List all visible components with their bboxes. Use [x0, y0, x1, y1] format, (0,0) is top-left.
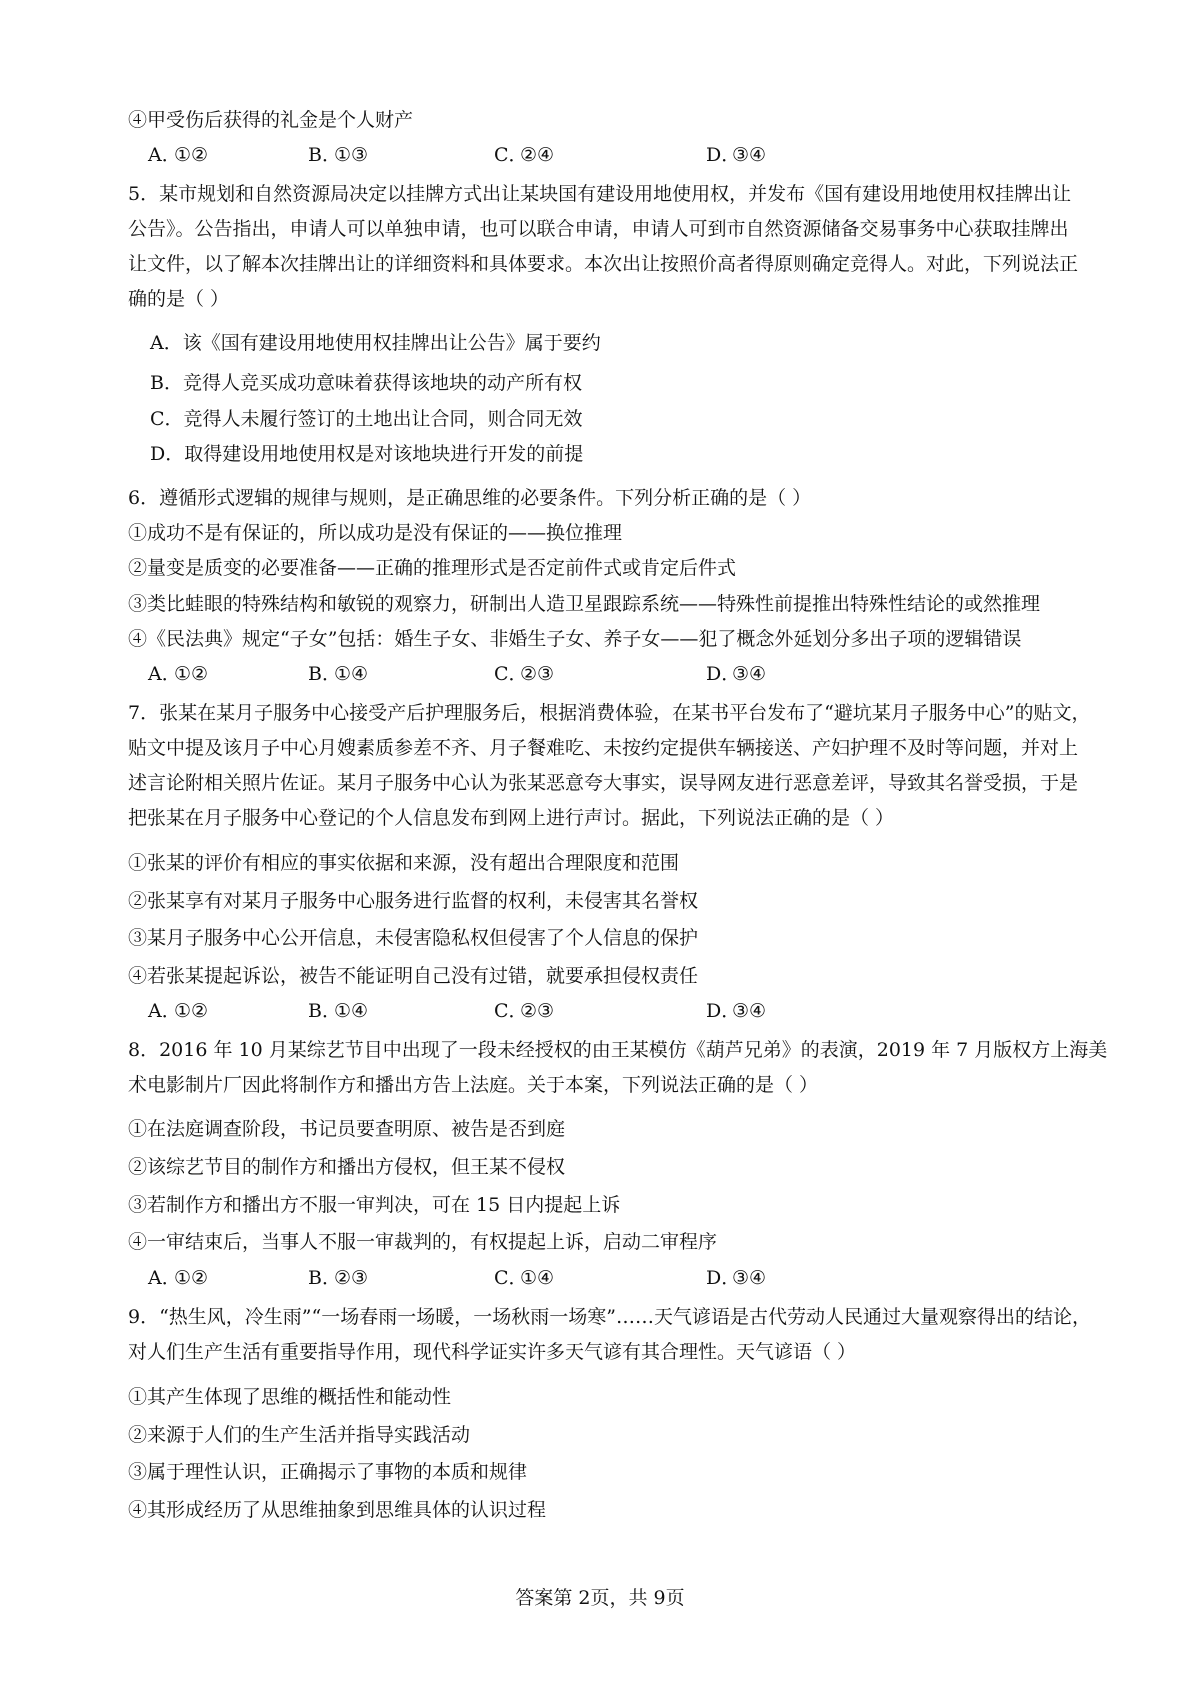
q6-item-2: ②量变是质变的必要准备——正确的推理形式是否定前件式或肯定后件式 [128, 557, 737, 579]
q6-item-3: ③类比蛙眼的特殊结构和敏锐的观察力，研制出人造卫星跟踪系统——特殊性前提推出特殊性结论的或然推理 [128, 593, 1041, 615]
q8-option-d: D．③④ [706, 1267, 767, 1289]
q6-options [148, 661, 848, 687]
q9-stem-line-1: 9．“热生风，冷生雨”“一场春雨一场暖，一场秋雨一场寒”……天气谚语是古代劳动人民通过大量观察得出的结论， [128, 1306, 1091, 1328]
q8-item-3: ③若制作方和播出方不服一审判决，可在 15 日内提起上诉 [128, 1194, 621, 1216]
q8-options [148, 1265, 848, 1291]
q6-option-d: D．③④ [706, 663, 767, 685]
q7-stem-line-1: 7．张某在某月子服务中心接受产后护理服务后，根据消费体验，在某书平台发布了“避坑某月子服务中心”的贴文， [128, 702, 1091, 724]
q8-item-1: ①在法庭调查阶段，书记员要查明原、被告是否到庭 [128, 1118, 566, 1140]
q6-option-a: A．①② [148, 663, 209, 685]
q6-item-1: ①成功不是有保证的，所以成功是没有保证的——换位推理 [128, 522, 623, 544]
q4-option-b: B．①③ [308, 144, 369, 166]
q7-item-4: ④若张某提起诉讼，被告不能证明自己没有过错，就要承担侵权责任 [128, 965, 699, 987]
q8-stem-line-2: 术电影制片厂因此将制作方和播出方告上法庭。关于本案，下列说法正确的是（ ） [128, 1074, 819, 1096]
q5-stem-line-3: 让文件，以了解本次挂牌出让的详细资料和具体要求。本次出让按照价高者得原则确定竞得人。对此，下列说法正 [128, 253, 1079, 275]
q9-item-2: ②来源于人们的生产生活并指导实践活动 [128, 1424, 471, 1446]
q5-stem-line-4: 确的是（ ） [128, 288, 230, 310]
q9-item-4: ④其形成经历了从思维抽象到思维具体的认识过程 [128, 1499, 547, 1521]
q8-item-4: ④一审结束后，当事人不服一审裁判的，有权提起上诉，启动二审程序 [128, 1231, 718, 1253]
q8-option-a: A．①② [148, 1267, 209, 1289]
q5-choice-d: D．取得建设用地使用权是对该地块进行开发的前提 [150, 443, 584, 465]
q8-option-c: C．①④ [494, 1267, 555, 1289]
q9-stem-line-2: 对人们生产生活有重要指导作用，现代科学证实许多天气谚有其合理性。天气谚语（ ） [128, 1341, 857, 1363]
q7-option-d: D．③④ [706, 1000, 767, 1022]
page-footer: 答案第 2页，共 9页 [515, 1587, 685, 1609]
q7-item-2: ②张某享有对某月子服务中心服务进行监督的权利，未侵害其名誉权 [128, 890, 699, 912]
q5-choice-a: A．该《国有建设用地使用权挂牌出让公告》属于要约 [150, 332, 601, 354]
q7-stem-line-3: 述言论附相关照片佐证。某月子服务中心认为张某恶意夸大事实，误导网友进行恶意差评，导致其名誉受损，于是 [128, 772, 1079, 794]
q4-option-a: A．①② [148, 144, 209, 166]
q6-option-c: C．②③ [494, 663, 555, 685]
q8-item-2: ②该综艺节目的制作方和播出方侵权，但王某不侵权 [128, 1156, 566, 1178]
q7-stem-line-4: 把张某在月子服务中心登记的个人信息发布到网上进行声讨。据此，下列说法正确的是（ ） [128, 807, 895, 829]
q7-options [148, 998, 848, 1024]
q7-item-1: ①张某的评价有相应的事实依据和来源，没有超出合理限度和范围 [128, 852, 680, 874]
q5-stem-line-1: 5．某市规划和自然资源局决定以挂牌方式出让某块国有建设用地使用权，并发布《国有建设用地使用权挂牌出让 [128, 183, 1072, 205]
q7-stem-line-2: 贴文中提及该月子中心月嫂素质参差不齐、月子餐难吃、未按约定提供车辆接送、产妇护理不及时等问题，并对上 [128, 737, 1079, 759]
q5-choice-b: B．竞得人竞买成功意味着获得该地块的动产所有权 [150, 372, 582, 394]
q4-option-d: D．③④ [706, 144, 767, 166]
q4-item-4: ④甲受伤后获得的礼金是个人财产 [128, 109, 414, 131]
q8-stem-line-1: 8．2016 年 10 月某综艺节目中出现了一段未经授权的由王某模仿《葫芦兄弟》的表演，2019 年 7 月版权方上海美 [128, 1039, 1108, 1061]
q7-item-3: ③某月子服务中心公开信息，未侵害隐私权但侵害了个人信息的保护 [128, 927, 699, 949]
q4-option-c: C．②④ [494, 144, 555, 166]
q5-stem-line-2: 公告》。公告指出，申请人可以单独申请，也可以联合申请，申请人可到市自然资源储备交易事务中心获取挂牌出 [128, 218, 1069, 240]
q7-option-c: C．②③ [494, 1000, 555, 1022]
q5-choice-c: C．竞得人未履行签订的土地出让合同，则合同无效 [150, 408, 583, 430]
q9-item-1: ①其产生体现了思维的概括性和能动性 [128, 1386, 452, 1408]
q6-item-4: ④《民法典》规定“子女”包括：婚生子女、非婚生子女、养子女——犯了概念外延划分多出子项的逻辑错误 [128, 628, 1022, 650]
q4-options [148, 142, 848, 168]
q6-option-b: B．①④ [308, 663, 369, 685]
q7-option-a: A．①② [148, 1000, 209, 1022]
q7-option-b: B．①④ [308, 1000, 369, 1022]
q8-option-b: B．②③ [308, 1267, 369, 1289]
q9-item-3: ③属于理性认识，正确揭示了事物的本质和规律 [128, 1461, 528, 1483]
q6-stem: 6．遵循形式逻辑的规律与规则，是正确思维的必要条件。下列分析正确的是（ ） [128, 487, 812, 509]
